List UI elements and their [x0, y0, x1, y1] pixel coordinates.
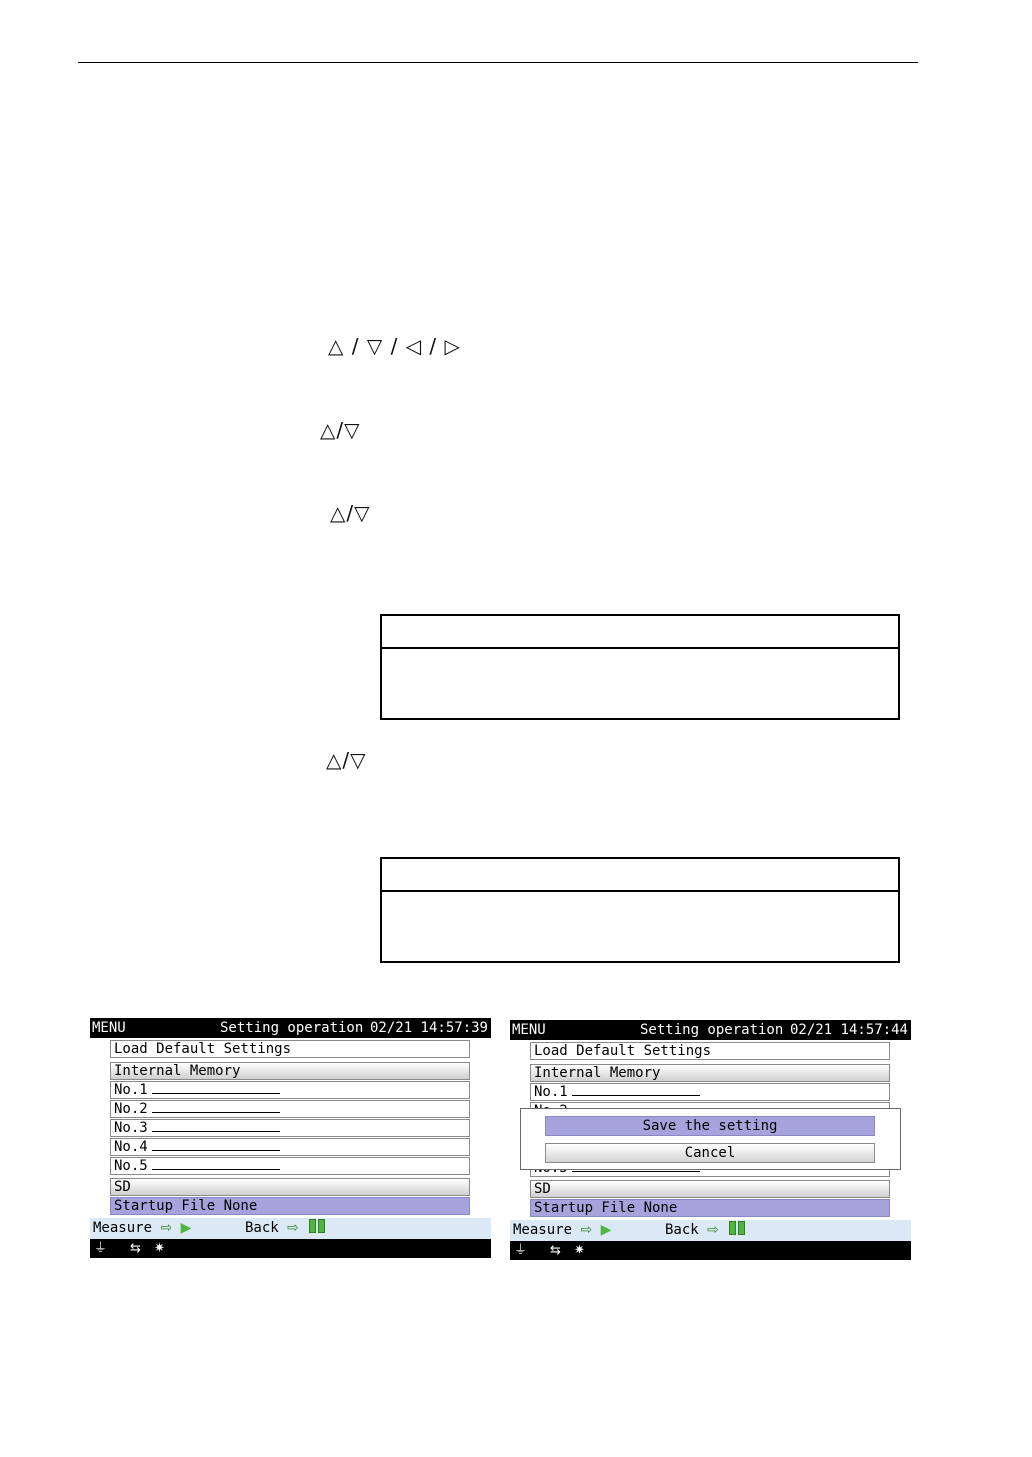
sd-header: SD [110, 1178, 470, 1196]
slot-label: No.1 [534, 1084, 568, 1100]
save-dialog [520, 1108, 901, 1170]
measure-hint [93, 1218, 191, 1239]
slot-name-blank [152, 1101, 280, 1113]
load-default-settings[interactable]: Load Default Settings [530, 1042, 890, 1060]
memory-slot-1[interactable] [530, 1083, 890, 1101]
menu-label: MENU [512, 1022, 546, 1038]
pause-icon [318, 1219, 325, 1233]
pause-icon [738, 1221, 745, 1235]
menu-label: MENU [92, 1020, 126, 1036]
device-screen-left [90, 1018, 491, 1258]
datetime: 02/21 14:57:44 [789, 1022, 908, 1038]
startup-file-item[interactable]: Startup File None [110, 1197, 470, 1215]
arrow-icon: ⇨ [287, 1220, 299, 1236]
load-default-settings[interactable]: Load Default Settings [110, 1040, 470, 1058]
communication-icon: ⇆ [550, 1243, 561, 1258]
key-hint-bar [90, 1218, 491, 1239]
updown-arrow-keys: △/▽ [320, 418, 361, 442]
note-box-header [382, 616, 898, 649]
back-label: Back [665, 1222, 699, 1238]
play-icon: ▶ [600, 1222, 612, 1238]
power-plug-icon: ⏚ [94, 1241, 108, 1256]
back-hint [245, 1218, 325, 1239]
status-bar [90, 1239, 491, 1258]
internal-memory-header: Internal Memory [530, 1064, 890, 1082]
startup-file-item[interactable]: Startup File None [530, 1199, 890, 1217]
slot-name-blank [152, 1082, 280, 1094]
updown-arrow-keys: △/▽ [330, 501, 371, 525]
slot-name-blank [152, 1139, 280, 1151]
memory-slot-3[interactable] [110, 1119, 470, 1137]
memory-slot-1[interactable] [110, 1081, 470, 1099]
updown-arrow-keys: △/▽ [326, 748, 367, 772]
internal-memory-header: Internal Memory [110, 1062, 470, 1080]
power-plug-icon: ⏚ [514, 1243, 528, 1258]
key-hint-bar [510, 1220, 911, 1241]
four-way-arrow-keys: △ / ▽ / ◁ / ▷ [328, 334, 461, 358]
back-label: Back [245, 1220, 279, 1236]
note-box [380, 614, 900, 720]
slot-label: No.4 [114, 1139, 148, 1155]
measure-hint [513, 1220, 611, 1241]
slot-label: No.2 [114, 1101, 148, 1117]
status-bar [510, 1241, 911, 1260]
slot-label: No.5 [114, 1158, 148, 1174]
play-icon: ▶ [180, 1220, 192, 1236]
arrow-icon: ⇨ [707, 1222, 719, 1238]
device-screen-right [510, 1020, 911, 1260]
memory-slot-5[interactable] [110, 1157, 470, 1175]
pause-icon [729, 1221, 736, 1235]
datetime: 02/21 14:57:39 [369, 1020, 488, 1036]
note-box-header [382, 859, 898, 892]
header-rule [78, 62, 918, 63]
back-hint [665, 1220, 745, 1241]
slot-name-blank [152, 1158, 280, 1170]
communication-icon: ⇆ [130, 1241, 141, 1256]
memory-slot-2[interactable] [110, 1100, 470, 1118]
slot-label: No.1 [114, 1082, 148, 1098]
slot-name-blank [152, 1120, 280, 1132]
memory-slot-4[interactable] [110, 1138, 470, 1156]
note-box [380, 857, 900, 963]
sd-header: SD [530, 1180, 890, 1198]
title-bar [510, 1020, 911, 1040]
arrow-icon: ⇨ [160, 1220, 173, 1236]
slot-label: No.3 [114, 1120, 148, 1136]
save-setting-button[interactable]: Save the setting [545, 1116, 875, 1136]
cancel-button[interactable]: Cancel [545, 1143, 875, 1163]
slot-name-blank [572, 1084, 700, 1096]
pause-icon [309, 1219, 316, 1233]
backlight-icon: ✷ [574, 1243, 585, 1258]
title-bar [90, 1018, 491, 1038]
backlight-icon: ✷ [154, 1241, 165, 1256]
arrow-icon: ⇨ [580, 1222, 593, 1238]
measure-label: Measure [93, 1220, 153, 1236]
measure-label: Measure [513, 1222, 573, 1238]
mode-label: Setting operation [220, 1020, 364, 1036]
mode-label: Setting operation [640, 1022, 784, 1038]
